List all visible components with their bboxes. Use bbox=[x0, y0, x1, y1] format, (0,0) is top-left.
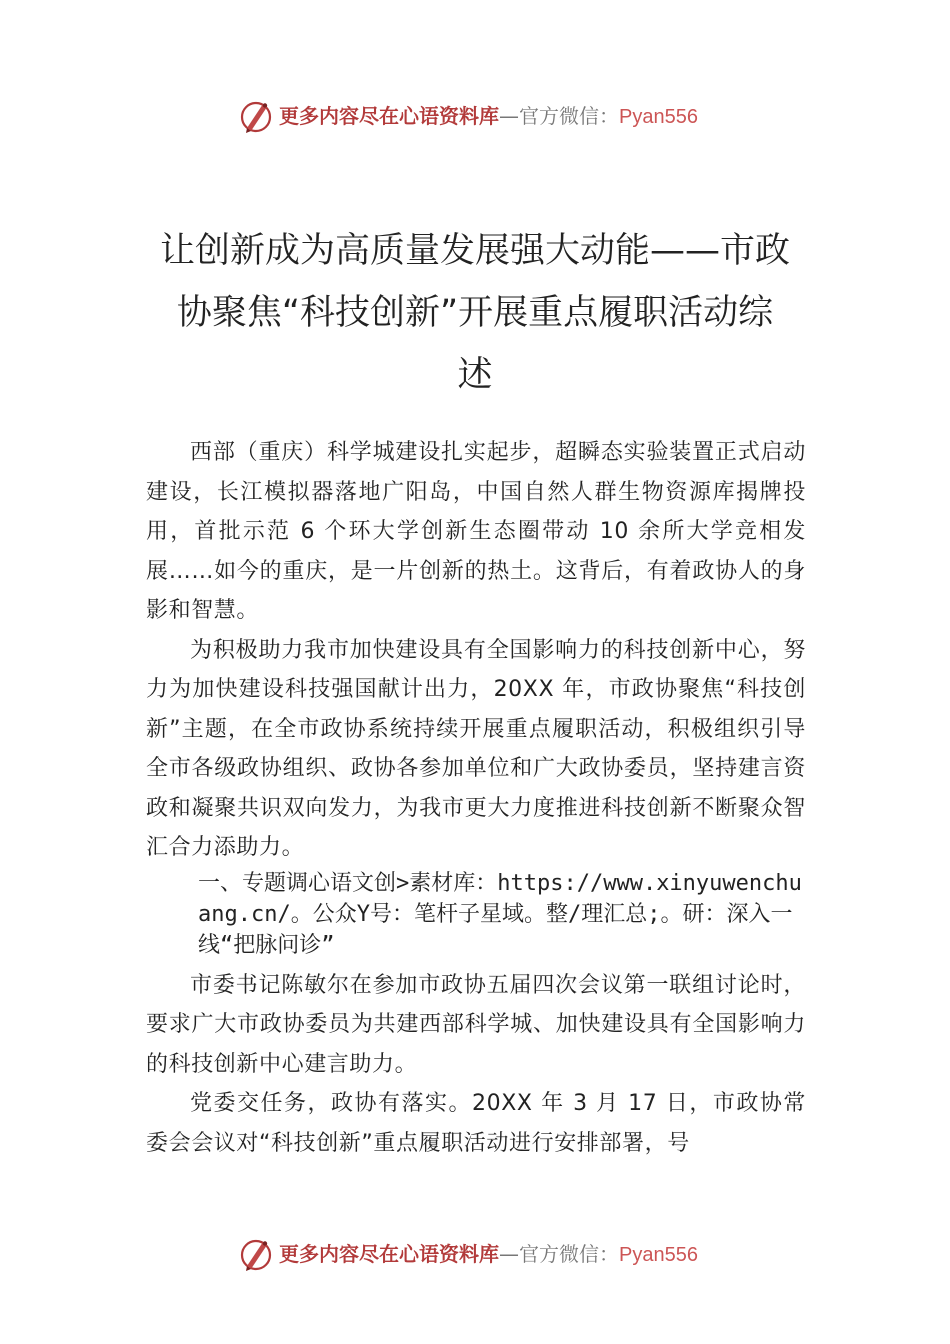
watermark-separator: — bbox=[499, 104, 519, 128]
body-paragraph: 党委交任务，政协有落实。20XX 年 3 月 17 日，市政协常委会会议对“科技创新”重点履职活动进行安排部署，号 bbox=[146, 1091, 806, 1156]
pen-logo-icon bbox=[238, 1236, 274, 1272]
watermark-wechat-label: 官方微信： bbox=[519, 1242, 619, 1266]
title-line: 让创新成为高质量发展强大动能——市政 bbox=[159, 231, 790, 271]
title-line: 述 bbox=[457, 355, 493, 395]
watermark-library-name: 更多内容尽在心语资料库 bbox=[279, 104, 499, 128]
watermark-separator: — bbox=[499, 1242, 519, 1266]
body-paragraph: 为积极助力我市加快建设具有全国影响力的科技创新中心，努力为加快建设科技强国献计出力，20XX 年，市政协聚焦“科技创新”主题，在全市政协系统持续开展重点履职活动，积极组织引导全市各级政协组织、政协各参加单位和广大政协委员，坚持建言资政和凝聚共识双向发力，为我市更大力度推进科技创新不断聚众智汇合力添助力。 bbox=[146, 637, 806, 860]
pen-logo-icon bbox=[238, 98, 274, 134]
document-title bbox=[150, 220, 800, 406]
watermark-banner-bottom bbox=[0, 1234, 950, 1274]
watermark-wechat-id: Pyan556 bbox=[619, 1244, 698, 1266]
watermark-text bbox=[279, 1241, 698, 1267]
watermark-wechat-label: 官方微信： bbox=[519, 104, 619, 128]
watermark-banner-top bbox=[0, 96, 950, 136]
section-heading: 一、专题调心语文创>素材库：https://www.xinyuwenchuang.cn/。公众Y号：笔杆子星域。整/理汇总;。研：深入一线“把脉问诊” bbox=[198, 870, 802, 958]
body-paragraph: 市委书记陈敏尔在参加市政协五届四次会议第一联组讨论时，要求广大市政协委员为共建西部科学城、加快建设具有全国影响力的科技创新中心建言助力。 bbox=[146, 972, 806, 1077]
document-body bbox=[146, 433, 806, 1163]
title-line: 协聚焦“科技创新”开展重点履职活动综 bbox=[176, 293, 774, 333]
watermark-text bbox=[279, 103, 698, 129]
watermark-library-name: 更多内容尽在心语资料库 bbox=[279, 1242, 499, 1266]
watermark-wechat-id: Pyan556 bbox=[619, 106, 698, 128]
body-paragraph: 西部（重庆）科学城建设扎实起步，超瞬态实验装置正式启动建设，长江模拟器落地广阳岛，中国自然人群生物资源库揭牌投用，首批示范 6 个环大学创新生态圈带动 10 余所大学竞相发展……如今的重庆，是一片创新的热土。这背后，有着政协人的身影和智慧。 bbox=[146, 440, 806, 623]
